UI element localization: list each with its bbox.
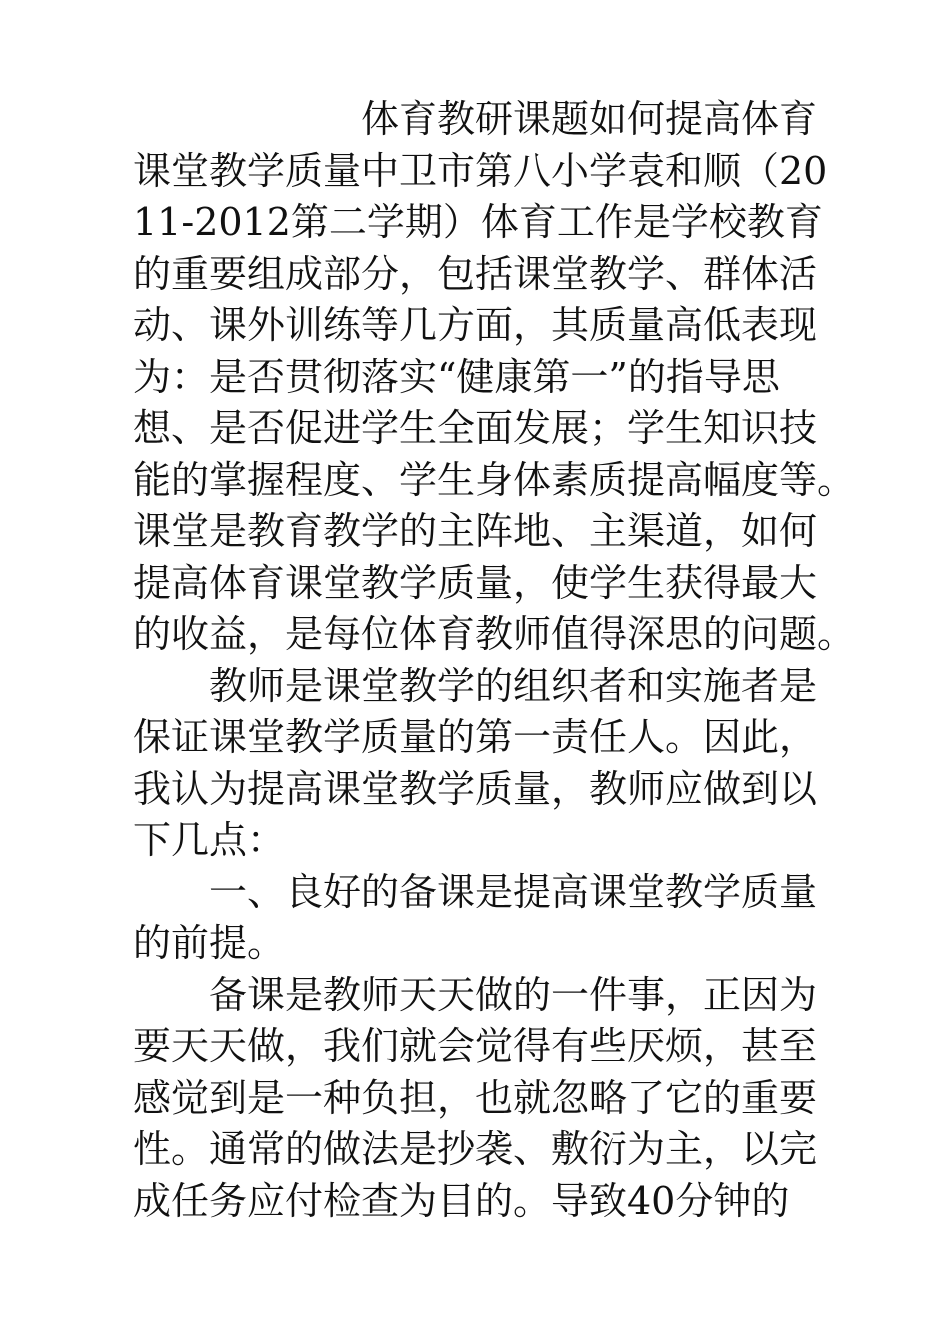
text-line: 教师是课堂教学的组织者和实施者是 (133, 663, 818, 708)
text-line: 11-2012第二学期）体育工作是学校教育 (133, 200, 823, 244)
text-line: 的收益，是每位体育教师值得深思的问题。 (133, 612, 856, 656)
text-line: 课堂是教育教学的主阵地、主渠道，如何 (133, 509, 818, 553)
text-line: 的重要组成部分，包括课堂教学、群体活 (133, 251, 818, 296)
text-line-title: 体育教研课题如何提高体育 (133, 97, 818, 141)
text-line: 性。通常的做法是抄袭、敷衍为主，以完 (133, 1127, 818, 1171)
text-line: 感觉到是一种负担，也就忽略了它的重要 (133, 1075, 818, 1120)
text-line: 我认为提高课堂教学质量，教师应做到以 (133, 766, 818, 811)
body-text (133, 94, 856, 1227)
text-line: 动、课外训练等几方面，其质量高低表现 (133, 303, 818, 347)
text-line: 下几点： (133, 818, 286, 862)
section-heading-line: 一、良好的备课是提高课堂教学质量 (133, 869, 818, 914)
text-line: 能的掌握程度、学生身体素质提高幅度等。 (133, 457, 856, 502)
text-line: 提高体育课堂教学质量，使学生获得最大 (133, 560, 818, 605)
section-heading-line: 的前提。 (133, 921, 286, 965)
text-line: 成任务应付检查为目的。导致40分钟的 (133, 1178, 790, 1223)
text-line: 备课是教师天天做的一件事，正因为 (133, 972, 818, 1017)
text-line: 要天天做，我们就会觉得有些厌烦，甚至 (133, 1024, 818, 1068)
text-line: 为：是否贯彻落实“健康第一”的指导思 (133, 354, 780, 399)
text-line: 课堂教学质量中卫市第八小学袁和顺（20 (133, 148, 828, 193)
text-line: 想、是否促进学生全面发展；学生知识技 (133, 406, 818, 450)
text-line: 保证课堂教学质量的第一责任人。因此， (133, 715, 818, 759)
